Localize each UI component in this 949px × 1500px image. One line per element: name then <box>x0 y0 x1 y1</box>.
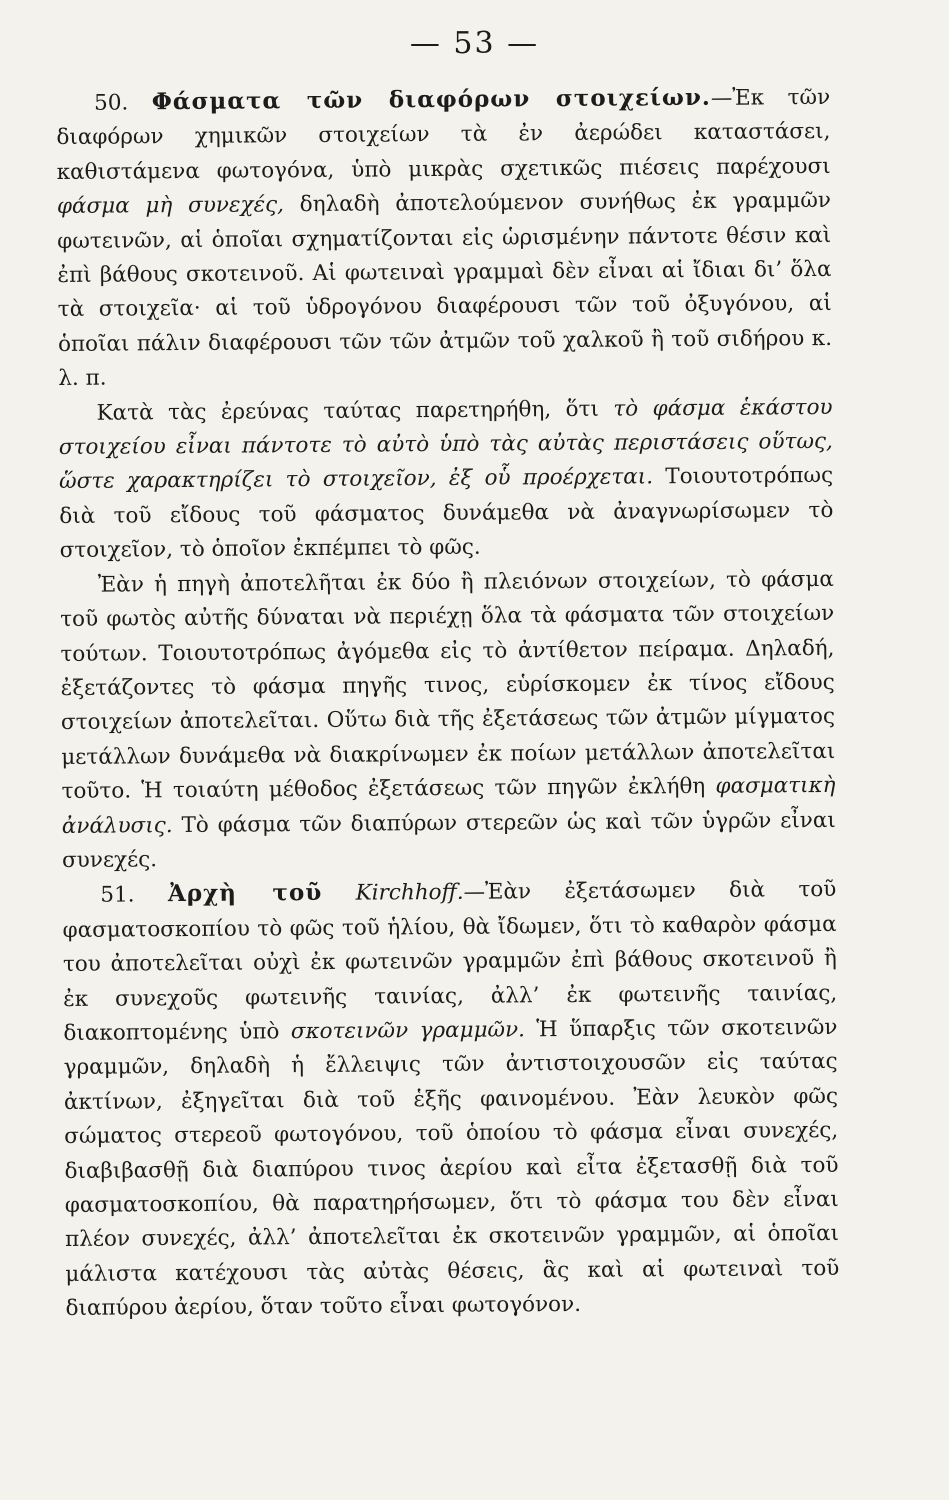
paragraph <box>62 872 839 1326</box>
paragraph-text: Τὸ φάσμα τῶν διαπύρων στερεῶν ὡς καὶ τῶν ὑγρῶν εἶναι συνεχές. <box>61 807 836 873</box>
page-number: — 53 — <box>409 26 540 61</box>
paragraph-text: Ἡ ὕπαρξις τῶν σκοτεινῶν γραμμῶν, δηλαδὴ ἡ ἔλλειψις τῶν ἀντιστοιχουσῶν εἰς ταύτας ἀκτίνων, ἐξηγεῖται διὰ τοῦ ἑξῆς φαινομένου. Ἐὰν λευκὸν φῶς σώματος στερεοῦ φωτογόνου, τοῦ ὁποίου τὸ φάσμα εἶναι συνεχές, διαβιβασθῇ διὰ διαπύρου τινος ἀερίου καὶ εἶτα ἐξετασθῇ διὰ τοῦ φασματοσκοπίου, θὰ παρατηρήσωμεν, ὅτι τὸ φάσμα του δὲν εἶναι πλέον συνεχές, ἀλλ’ ἀποτελεῖται ἐκ σκοτεινῶν γραμμῶν, αἱ ὁποῖαι μάλιστα κατέχουσι τὰς αὐτὰς θέσεις, ἃς καὶ αἱ φωτειναὶ τοῦ διαπύρου ἀερίου, ὅταν τοῦτο εἶναι φωτογόνον. <box>63 1014 840 1322</box>
section-number: 51. <box>100 882 135 909</box>
paragraph-text: δηλαδὴ ἀποτελούμενον συνήθως ἐκ γραμμῶν φωτεινῶν, αἱ ὁποῖαι σχηματίζονται εἰς ὡρισμένην πάντοτε θέσιν καὶ ἐπὶ βάθους σκοτεινοῦ. Αἱ φωτειναὶ γραμμαὶ δὲν εἶναι αἱ ἴδιαι δι’ ὅλα τὰ στοιχεῖα· αἱ τοῦ ὑδρογόνου διαφέρουσι τῶν τοῦ ὀξυγόνου, αἱ ὁποῖαι πάλιν διαφέρουσι τῶν τῶν ἀτμῶν τοῦ χαλκοῦ ἢ τοῦ σιδήρου κ. λ. π. <box>57 188 833 392</box>
section-number: 50. <box>94 90 129 116</box>
section-heading: Ἀρχὴ τοῦ <box>167 879 323 908</box>
emphasis-text: σκοτεινῶν γραμμῶν. <box>290 1017 526 1045</box>
emphasis-text: φασματικὴ ἀνάλυσις. <box>61 773 836 839</box>
paragraph-text: Ἐὰν ἡ πηγὴ ἀποτελῆται ἐκ δύο ἢ πλειόνων στοιχείων, τὸ φάσμα τοῦ φωτὸς αὐτῆς δύναται νὰ περιέχῃ ὅλα τὰ φάσματα τῶν στοιχείων τούτων. Τοιουτοτρόπως ἀγόμεθα εἰς τὸ ἀντίθετον πείραμα. Δηλαδή, ἐξετάζοντες τὸ φάσμα πηγῆς τινος, εὑρίσκομεν ἐκ τίνος εἴδους στοιχείων ἀποτελεῖται. Οὕτω διὰ τῆς ἐξετάσεως τῶν ἀτμῶν μίγματος μετάλλων δυνάμεθα νὰ διακρίνωμεν ἐκ ποίων μετάλλων ἀποτελεῖται τοῦτο. Ἡ τοιαύτη μέθοδος ἐξετάσεως τῶν πηγῶν ἐκλήθη <box>60 566 836 805</box>
paragraph <box>60 563 836 879</box>
emphasis-text: τὸ φάσμα ἑκάστου στοιχείου εἶναι πάντοτε τὸ αὐτὸ ὑπὸ τὰς αὐτὰς περιστάσεις οὕτως, ὥστε χαρακτηρίζει τὸ στοιχεῖον, ἐξ οὗ προέρχεται. <box>58 394 833 495</box>
emphasis-text: φάσμα μὴ συνεχές, <box>56 192 285 220</box>
section-heading: Φάσματα τῶν διαφόρων στοιχείων. <box>151 83 711 116</box>
paragraph-text: —Ἐκ τῶν διαφόρων χημικῶν στοιχείων τὰ ἐν ἀερώδει καταστάσει, καθιστάμενα φωτογόνα, ὑπὸ μικρὰς σχετικῶς πιέσεις παρέχουσι <box>56 84 831 185</box>
paragraph-text: Τοιουτοτρόπως διὰ τοῦ εἴδους τοῦ φάσματος δυνάμεθα νὰ ἀναγνωρίσωμεν τὸ στοιχεῖον, τὸ ὁποῖον ἐκπέμπει τὸ φῶς. <box>59 463 834 564</box>
paragraph <box>56 80 832 397</box>
paragraph <box>58 391 833 569</box>
paragraph-text: —Ἐὰν ἐξετάσωμεν διὰ τοῦ φασματοσκοπίου τὸ φῶς τοῦ ἡλίου, θὰ ἴδωμεν, ὅτι τὸ καθαρὸν φάσμα του ἀποτελεῖται οὐχὶ ἐκ φωτεινῶν γραμμῶν ἐπὶ βάθους σκοτεινοῦ ἢ ἐκ συνεχοῦς φωτεινῆς ταινίας, ἀλλ’ ἐκ φωτεινῆς ταινίας, διακοπτομένης ὑπὸ <box>62 877 838 1046</box>
section-heading-name: Kirchhoff. <box>355 880 464 907</box>
body-text <box>56 80 840 1327</box>
paragraph-text: Κατὰ τὰς ἐρεύνας ταύτας παρετηρήθη, ὅτι <box>96 396 599 426</box>
